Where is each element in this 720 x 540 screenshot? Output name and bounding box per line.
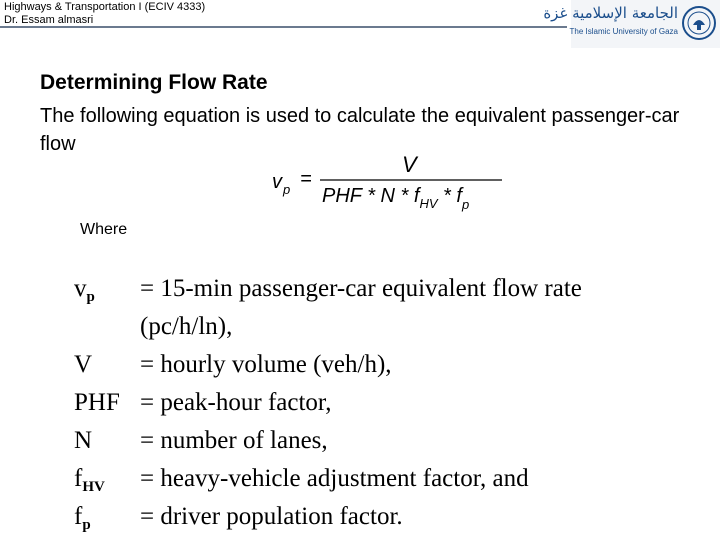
eq-denom-star: * f — [437, 185, 462, 207]
definition-row — [74, 498, 640, 536]
eq-equals: = — [300, 168, 312, 190]
eq-denom-phf: PHF * N * f — [322, 185, 420, 207]
definition-text: = peak-hour factor, — [140, 389, 332, 416]
definition-symbol: V — [74, 351, 93, 378]
definition-row — [74, 422, 640, 460]
eq-denominator — [322, 185, 469, 212]
definition-text: = 15-min passenger-car equivalent flow rate (pc/h/ln), — [140, 275, 582, 340]
definition-row — [74, 270, 640, 346]
eq-lhs: v — [272, 171, 282, 193]
university-logo — [543, 0, 720, 48]
definitions-list — [74, 270, 640, 536]
definition-symbol: PHF — [74, 389, 120, 416]
definition-text: = hourly volume (veh/h), — [140, 351, 392, 378]
eq-lhs-sub: p — [283, 182, 291, 197]
definition-text: = number of lanes, — [140, 427, 328, 454]
definition-text: = heavy-vehicle adjustment factor, and — [140, 465, 529, 492]
definition-symbol: $f_p$ — [74, 503, 91, 533]
course-title: Highways & Transportation I (ECIV 4333) — [4, 1, 206, 13]
header-divider — [0, 26, 567, 28]
eq-denom-fp-sub: p — [461, 197, 470, 212]
slide-title: Determining Flow Rate — [40, 71, 268, 94]
definition-symbol: N — [74, 427, 93, 454]
definition-symbol: $v_p$ — [74, 275, 95, 305]
intro-text: The following equation is used to calculate the equivalent passenger-car flow — [40, 105, 680, 155]
slide-header — [4, 1, 205, 27]
definition-row — [74, 346, 640, 384]
flow-rate-equation — [268, 152, 508, 216]
eq-denom-fhv-sub: HV — [419, 196, 438, 211]
logo-arabic-text: الجامعة الإسلامية غزة — [543, 4, 678, 22]
definition-text: = driver population factor. — [140, 503, 403, 530]
definition-row — [74, 460, 640, 498]
logo-english-text: The Islamic University of Gaza — [569, 27, 678, 36]
definition-symbol: $f_{HV}$ — [74, 465, 105, 495]
instructor-name: Dr. Essam almasri — [4, 14, 94, 26]
university-seal-icon — [681, 5, 717, 41]
eq-numerator: V — [402, 152, 417, 177]
definition-row — [74, 384, 640, 422]
where-label: Where — [80, 221, 128, 238]
